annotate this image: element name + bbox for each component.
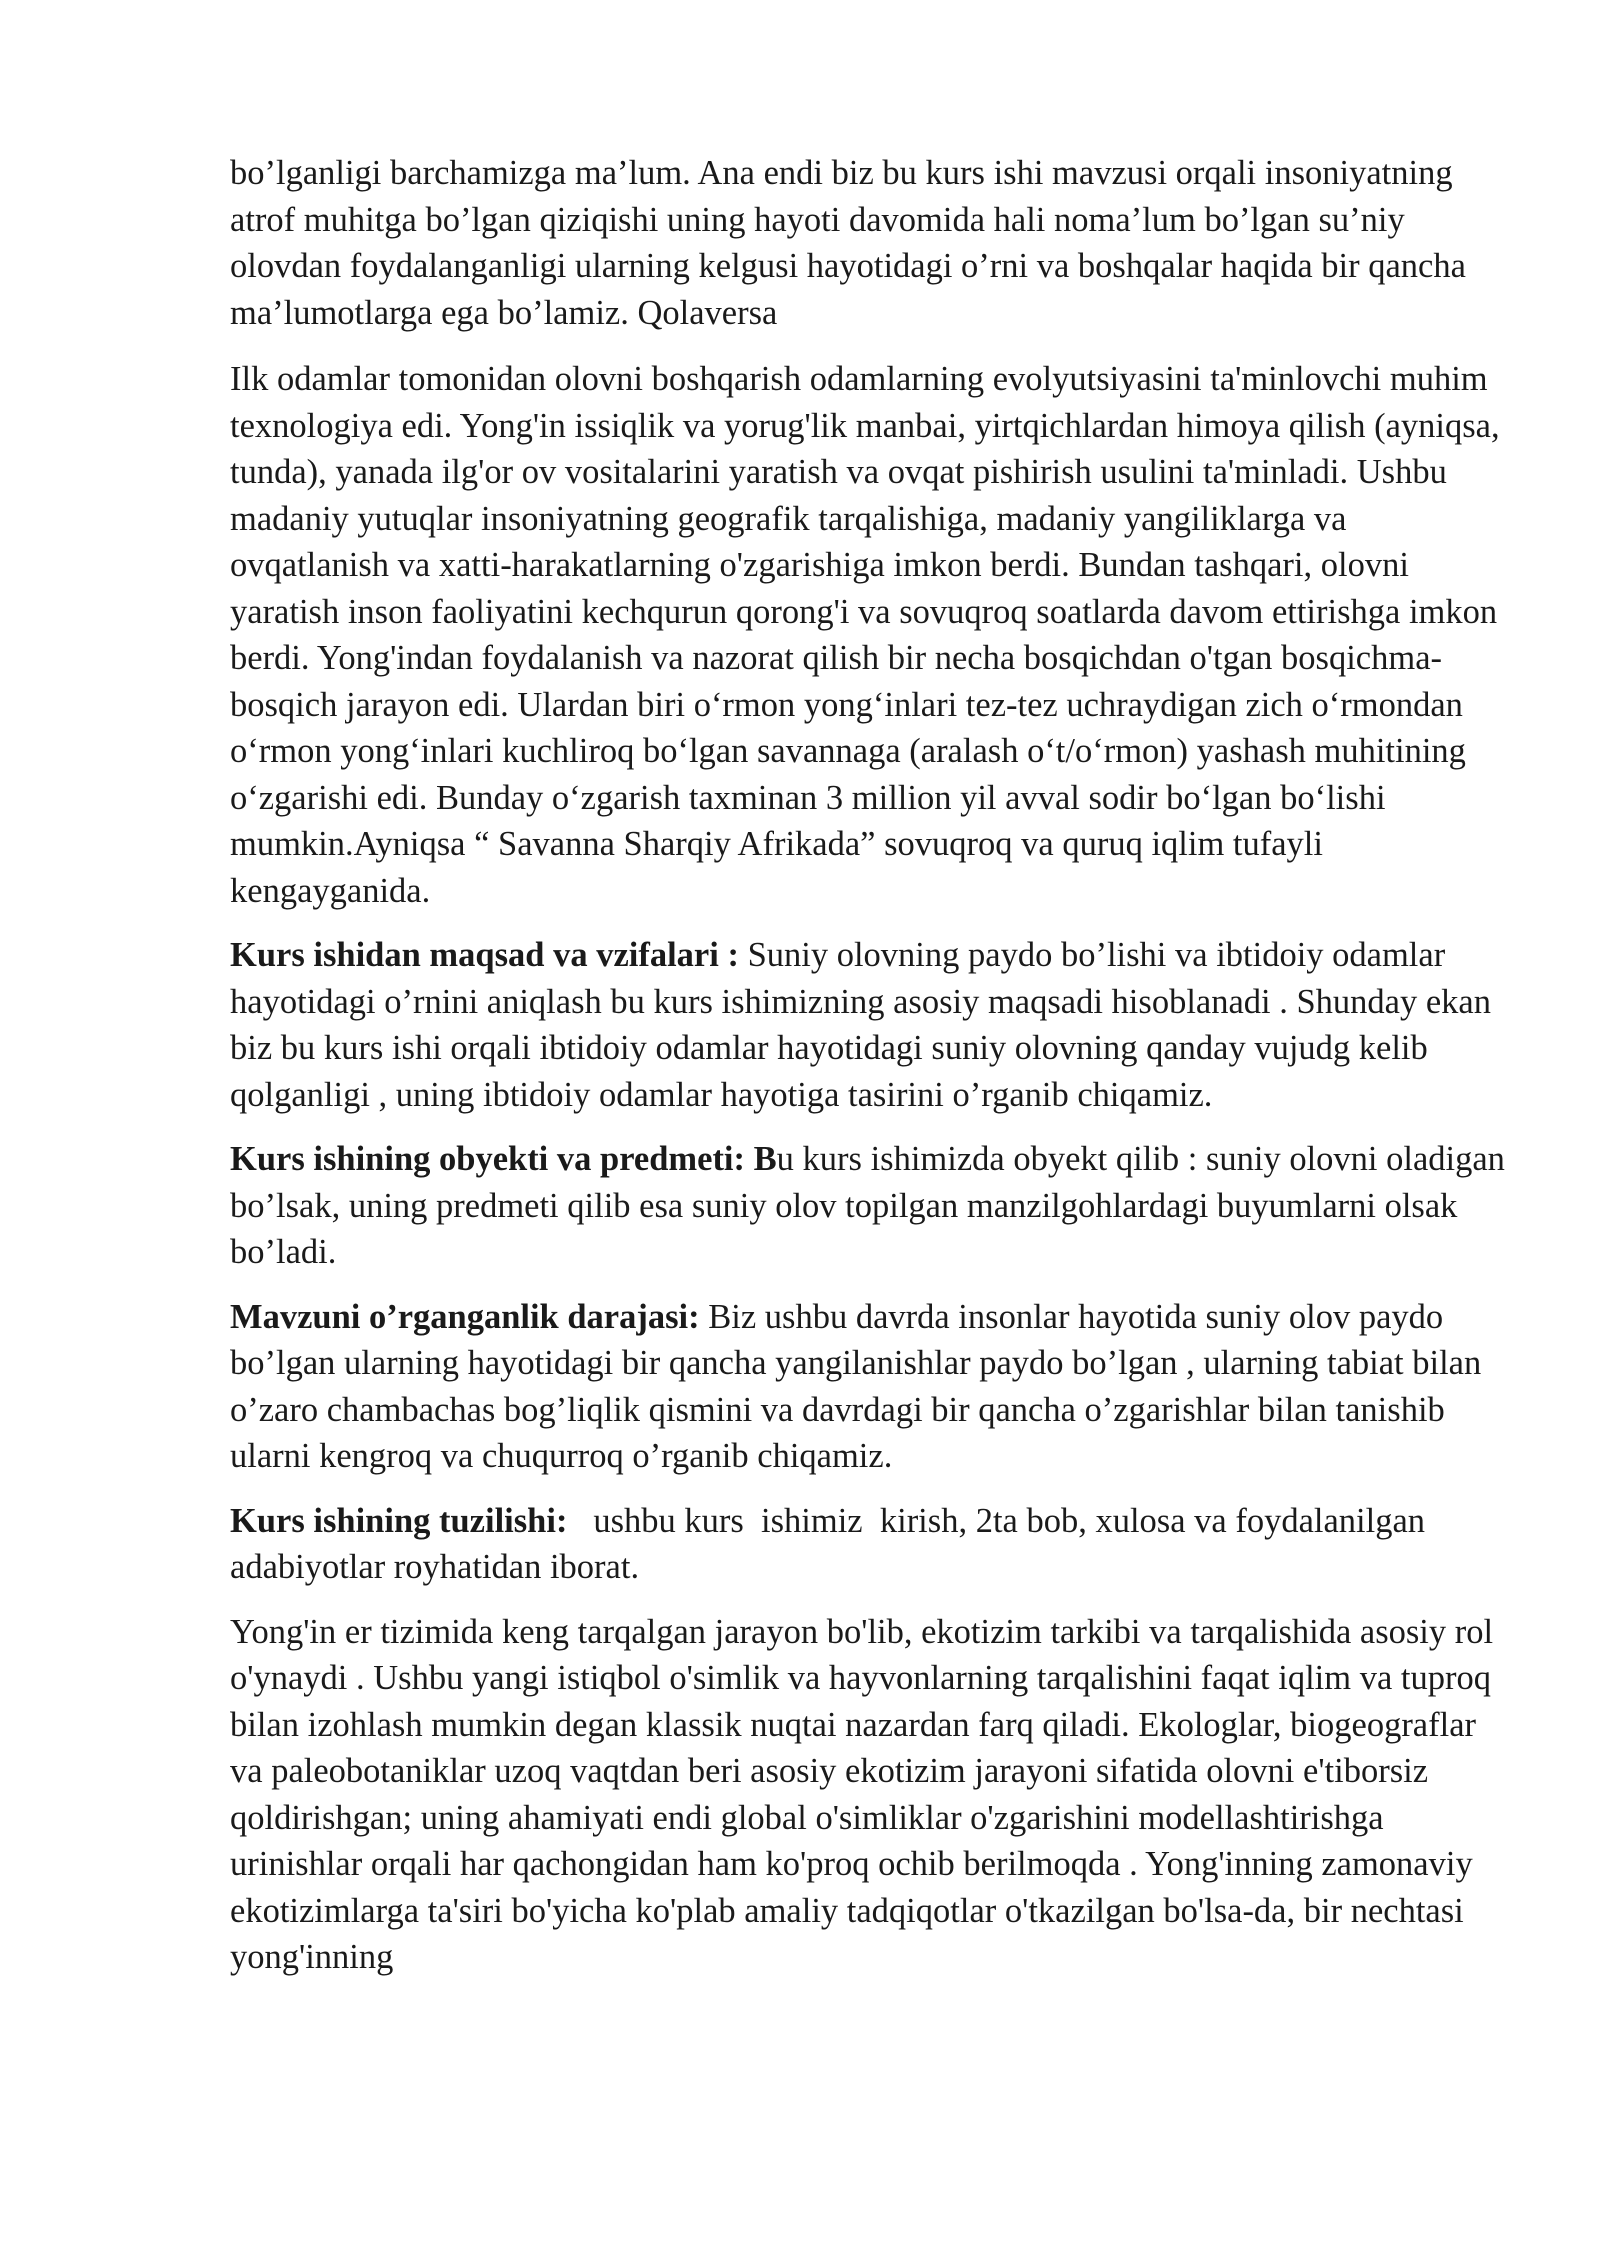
paragraph-heading: Mavzuni o’rganganlik darajasi:	[230, 1297, 709, 1336]
paragraph-goals	[230, 932, 1505, 1118]
paragraph-study-level	[230, 1294, 1505, 1480]
paragraph-text: ushbu kurs ishimiz kirish, 2ta bob, xulosa va foydalanilgan adabiyotlar royhatidan iborat.	[230, 1501, 1434, 1586]
paragraph-heading: Kurs ishining tuzilishi:	[230, 1501, 568, 1540]
paragraph-text: Yong'in er tizimida keng tarqalgan jarayon bo'lib, ekotizim tarkibi va tarqalishida asosiy rol o'ynaydi . Ushbu yangi istiqbol o'simlik va hayvonlarning tarqalishini faqat iqlim va tuproq bilan izohlash mumkin degan klassik nuqtai nazardan farq qiladi. Ekologlar, biogeograflar va paleobotaniklar uzoq vaqtdan beri asosiy ekotizim jarayoni sifatida olovni e'tiborsiz qoldirishgan; uning ahamiyati endi global o'simliklar o'zgarishini modellashtirishga urinishlar orqali har qachongidan ham ko'proq ochib berilmoqda . Yong'inning zamonaviy ekotizimlarga ta'siri bo'yicha ko'plab amaliy tadqiqotlar o'tkazilgan bo'lsa-da, bir nechtasi yong'inning	[230, 1612, 1494, 1976]
paragraph-text: Biz ushbu davrda insonlar hayotida suniy olov paydo bo’lgan ularning hayotidagi bir qancha yangilanishlar paydo bo’lgan , ularning tabiat bilan o’zaro chambachas bog’liqlik qismini va davrdagi bir qancha o’zgarishlar bilan tanishib ularni kengroq va chuqurroq o’rganib chiqamiz.	[230, 1297, 1482, 1475]
paragraph-text: u kurs ishimizda obyekt qilib : suniy olovni oladigan bo’lsak, uning predmeti qilib esa suniy olov topilgan manzilgohlardagi buyumlarni olsak bo’ladi.	[230, 1140, 1505, 1271]
paragraph-fire-control	[230, 356, 1505, 914]
paragraph-text: Suniy olovning paydo bo’lishi va ibtidoiy odamlar hayotidagi o’rnini aniqlash bu kurs ishimizning asosiy maqsadi hisoblanadi . Shunday ekan biz bu kurs ishi orqali ibtidoiy odamlar hayotidagi suniy olovning qanday vujudg kelib qolganligi , uning ibtidoiy odamlar hayotiga tasirini o’rganib chiqamiz.	[230, 936, 1491, 1114]
paragraph-heading: Kurs ishining obyekti va predmeti: B	[230, 1140, 777, 1178]
paragraph-intro	[230, 150, 1505, 336]
paragraph-structure	[230, 1498, 1505, 1591]
document-body	[230, 150, 1505, 1999]
paragraph-heading: Kurs ishidan maqsad va vzifalari :	[230, 936, 748, 974]
paragraph-text: bo’lganligi barchamizga ma’lum. Ana endi biz bu kurs ishi mavzusi orqali insoniyatning atrof muhitga bo’lgan qiziqishi uning hayoti davomida hali noma’lum bo’lgan su’niy olovdan foydalanganligi ularning kelgusi hayotidagi o’rni va boshqalar haqida bir qancha ma’lumotlarga ega bo’lamiz. Qolaversa	[230, 154, 1466, 332]
paragraph-ecosystem	[230, 1609, 1505, 1981]
paragraph-text: Ilk odamlar tomonidan olovni boshqarish odamlarning evolyutsiyasini ta'minlovchi muhim texnologiya edi. Yong'in issiqlik va yorug'lik manbai, yirtqichlardan himoya qilish (ayniqsa, tunda), yanada ilg'or ov vositalarini yaratish va ovqat pishirish usulini ta'minladi. Ushbu madaniy yutuqlar insoniyatning geografik tarqalishiga, madaniy yangiliklarga va ovqatlanish va xatti-harakatlarning o'zgarishiga imkon berdi. Bundan tashqari, olovni yaratish inson faoliyatini kechqurun qorong'i va sovuqroq soatlarda davom ettirishga imkon berdi. Yong'indan foydalanish va nazorat qilish bir necha bosqichdan o'tgan bosqichma-bosqich jarayon edi. Ulardan biri o‘rmon yong‘inlari tez-tez uchraydigan zich o‘rmondan o‘rmon yong‘inlari kuchliroq bo‘lgan savannaga (aralash o‘t/o‘rmon) yashash muhitining o‘zgarishi edi. Bunday o‘zgarish taxminan 3 million yil avval sodir bo‘lgan bo‘lishi mumkin.Ayniqsa “ Savanna Sharqiy Afrikada” sovuqroq va quruq iqlim tufayli kengayganida.	[230, 360, 1500, 910]
paragraph-object-subject	[230, 1136, 1505, 1276]
